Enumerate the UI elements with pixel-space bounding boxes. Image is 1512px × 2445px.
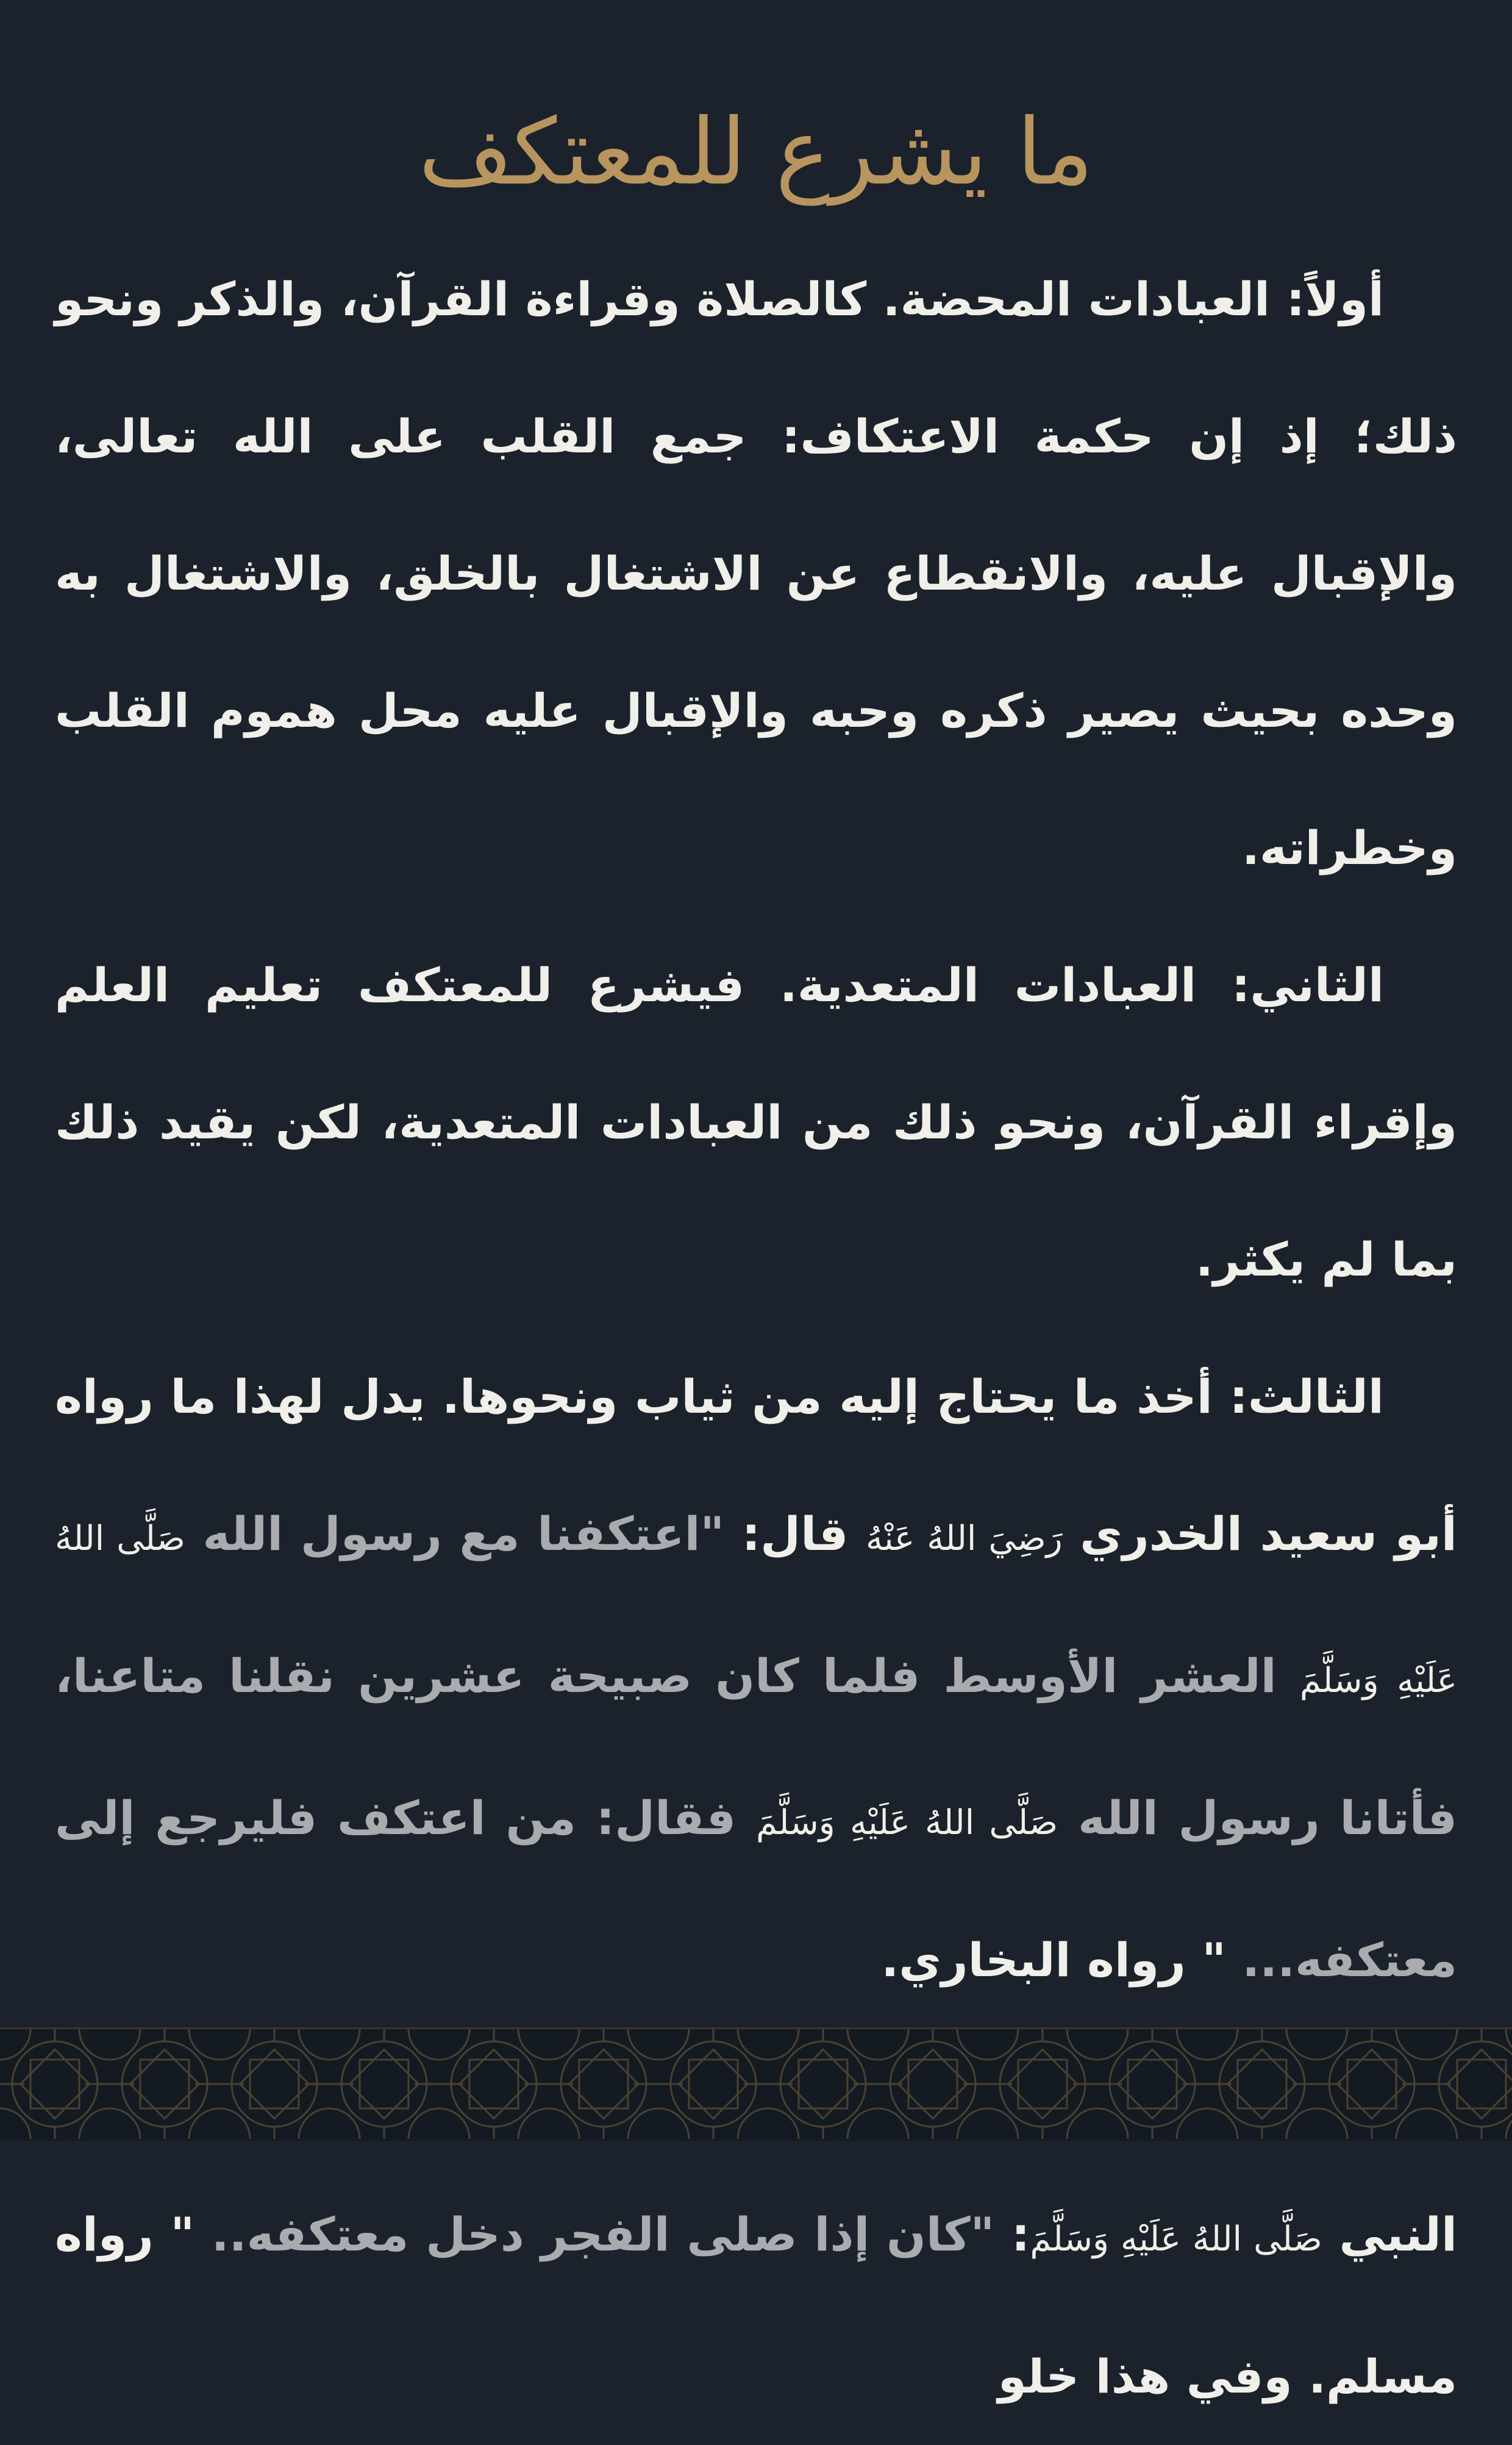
hadith-source-bukhari: " رواه البخاري. <box>881 1933 1226 1987</box>
prophet-honorific-3: صَلَّى اللهُ عَلَيْهِ وَسَلَّمَ <box>1030 2219 1322 2259</box>
paragraph-first: أولاً: العبادات المحضة. كالصلاة وقراءة القرآن، والذكر ونحو ذلك؛ إذ إن حكمة الاعتكاف: جمع القلب على الله تعالى، والإقبال عليه، والانقطاع عن الاشتغال بالخلق، والاشتغال به وحده بحيث يصير ذكره وحبه والإقبال عليه محل هموم القلب وخطراته. <box>55 272 1457 875</box>
hadith-quote-part-1: "اعتكفنا مع رسول الله <box>202 1507 725 1561</box>
paragraph-second: الثاني: العبادات المتعدية. فيشرع للمعتكف تعليم العلم وإقراء القرآن، ونحو ذلك من العبادات المتعدية، لكن يقيد ذلك بما لم يكثر. <box>55 958 1457 1287</box>
hadith-source-muslim: " رواه مسلم. وفي هذا خلو <box>55 2207 1457 2404</box>
companion-honorific: رَضِيَ اللهُ عَنْهُ <box>866 1519 1063 1558</box>
prophet-honorific-2: صَلَّى اللهُ عَلَيْهِ وَسَلَّمَ <box>756 1803 1058 1843</box>
page-title: ما يشرع للمعتكف <box>418 99 1094 205</box>
prophet-honorific-1: صَلَّى اللهُ عَلَيْهِ وَسَلَّمَ <box>55 1519 1457 1701</box>
geometric-star-pattern <box>0 2029 1512 2139</box>
paragraph-fourth-lead: النبي <box>1339 2207 1458 2261</box>
paragraph-third <box>55 1328 1457 2029</box>
hadith-quote-part-3: فقال: من اعتكف فليرجع إلى معتكفه... <box>55 1791 1457 1987</box>
said-label: قال: <box>741 1507 849 1561</box>
hadith-quote-aisha: "كان إذا صلى الفجر دخل معتكفه.. <box>211 2207 995 2261</box>
decorative-pattern-band <box>0 2027 1512 2141</box>
colon-mark: : <box>1011 2207 1030 2261</box>
paragraph-third-lead: الثالث: أخذ ما يحتاج إليه من ثياب ونحوها. يدل لهذا ما رواه أبو سعيد الخدري <box>55 1369 1457 1561</box>
hadith-quote-part-2: العشر الأوسط فلما كان صبيحة عشرين نقلنا متاعنا، فأتانا رسول الله <box>55 1649 1457 1845</box>
